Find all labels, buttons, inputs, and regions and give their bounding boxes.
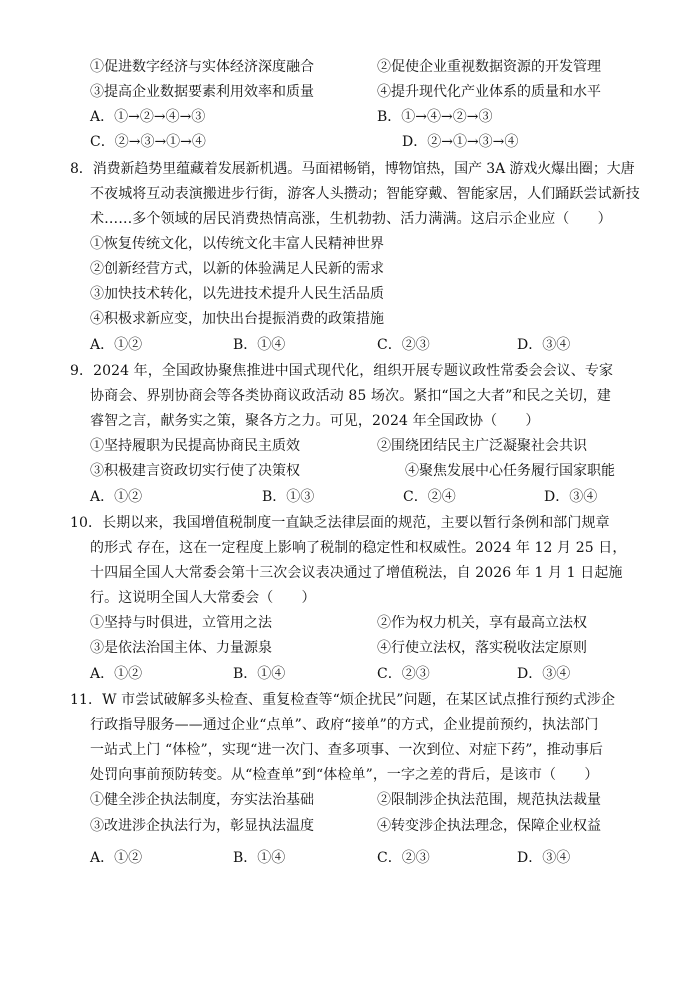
q10-statement-1: ①坚持与时俱进，立管用之法 bbox=[90, 615, 272, 631]
q7-choice-c[interactable]: C．②→③→①→④ bbox=[90, 134, 206, 150]
q11-stem-line-3: 一站式上门 “体检”，实现“进一次门、查多项事、一次到位、对症下药”，推动事后 bbox=[90, 742, 603, 758]
q9-statement-4: ④聚焦发展中心任务履行国家职能 bbox=[405, 463, 615, 479]
q8-statement-4: ④积极求新应变，加快出台提振消费的政策措施 bbox=[90, 311, 384, 327]
q8-statement-1: ①恢复传统文化，以传统文化丰富人民精神世界 bbox=[90, 236, 384, 252]
q8-stem-line-1: 8．消费新趋势里蕴藏着发展新机遇。马面裙畅销，博物馆热，国产 3A 游戏火爆出圈；大唐 bbox=[70, 161, 635, 177]
q10-choice-b[interactable]: B．①④ bbox=[233, 666, 286, 682]
q9-choice-c[interactable]: C．②④ bbox=[403, 489, 456, 505]
q9-choice-d[interactable]: D．③④ bbox=[544, 489, 598, 505]
q7-choice-a[interactable]: A．①→②→④→③ bbox=[90, 109, 206, 125]
q10-choice-d[interactable]: D．③④ bbox=[517, 666, 571, 682]
q9-stem-line-1: 9．2024 年，全国政协聚焦推进中国式现代化，组织开展专题议政性常委会会议、专家 bbox=[70, 363, 614, 379]
q10-stem-line-2: 的形式 存在，这在一定程度上影响了税制的稳定性和权威性。2024 年 12 月 25 日， bbox=[90, 540, 627, 556]
q9-stem-line-3: 睿智之言，献务实之策，聚各方之力。可见，2024 年全国政协（ ） bbox=[90, 413, 540, 429]
q9-statement-2: ②围绕团结民主广泛凝聚社会共识 bbox=[377, 438, 587, 454]
q11-statement-3: ③改进涉企执法行为，彰显执法温度 bbox=[90, 818, 314, 834]
q8-stem-line-3: 术……多个领域的居民消费热情高涨，生机勃勃、活力满满。这启示企业应（ ） bbox=[90, 211, 612, 227]
q10-statement-3: ③是依法治国主体、力量源泉 bbox=[90, 640, 272, 656]
q8-choice-d[interactable]: D．③④ bbox=[517, 337, 571, 353]
q9-stem-line-2: 协商会、界别协商会等各类协商议政活动 85 场次。紧扣“国之大者”和民之关切，建 bbox=[90, 388, 612, 404]
q7-choice-d[interactable]: D．②→①→③→④ bbox=[402, 134, 519, 150]
q11-stem-line-1: 11．W 市尝试破解多头检查、重复检查等“烦企扰民”问题，在某区试点推行预约式涉企 bbox=[70, 692, 616, 708]
q8-choice-a[interactable]: A．①② bbox=[90, 337, 143, 353]
q8-statement-3: ③加快技术转化，以先进技术提升人民生活品质 bbox=[90, 286, 384, 302]
q11-stem-line-2: 行政指导服务——通过企业“点单”、政府“接单”的方式，企业提前预约，执法部门 bbox=[90, 717, 599, 733]
q8-stem-line-2: 不夜城将互动表演搬进步行街，游客人头攒动；智能穿戴、智能家居，人们踊跃尝试新技 bbox=[90, 186, 640, 202]
q7-statement-2: ②促使企业重视数据资源的开发管理 bbox=[377, 59, 601, 75]
q11-choice-c[interactable]: C．②③ bbox=[377, 850, 430, 866]
q10-stem-line-1: 10．长期以来，我国增值税制度一直缺乏法律层面的规范，主要以暂行条例和部门规章 bbox=[70, 515, 610, 531]
q11-choice-d[interactable]: D．③④ bbox=[517, 850, 571, 866]
q10-statement-2: ②作为权力机关，享有最高立法权 bbox=[377, 615, 587, 631]
q10-statement-4: ④行使立法权，落实税收法定原则 bbox=[377, 640, 587, 656]
q11-choice-a[interactable]: A．①② bbox=[90, 850, 143, 866]
q10-stem-line-3: 十四届全国人大常委会第十三次会议表决通过了增值税法，自 2026 年 1 月 1 日起施 bbox=[90, 565, 623, 581]
q8-statement-2: ②创新经营方式，以新的体验满足人民新的需求 bbox=[90, 261, 384, 277]
q10-choice-c[interactable]: C．②③ bbox=[377, 666, 430, 682]
q11-statement-2: ②限制涉企执法范围，规范执法裁量 bbox=[377, 792, 601, 808]
q9-statement-3: ③积极建言资政切实行使了决策权 bbox=[90, 463, 300, 479]
q7-statement-1: ①促进数字经济与实体经济深度融合 bbox=[90, 59, 314, 75]
q8-choice-c[interactable]: C．②③ bbox=[377, 337, 430, 353]
q7-statement-4: ④提升现代化产业体系的质量和水平 bbox=[377, 84, 601, 100]
q8-choice-b[interactable]: B．①④ bbox=[233, 337, 286, 353]
q7-statement-3: ③提高企业数据要素利用效率和质量 bbox=[90, 84, 314, 100]
q10-stem-line-4: 行。这说明全国人大常委会（ ） bbox=[90, 590, 316, 606]
q11-choice-b[interactable]: B．①④ bbox=[233, 850, 286, 866]
q10-choice-a[interactable]: A．①② bbox=[90, 666, 143, 682]
q9-statement-1: ①坚持履职为民提高协商民主质效 bbox=[90, 438, 300, 454]
q9-choice-a[interactable]: A．①② bbox=[90, 489, 143, 505]
q11-statement-1: ①健全涉企执法制度，夯实法治基础 bbox=[90, 792, 314, 808]
q11-statement-4: ④转变涉企执法理念，保障企业权益 bbox=[377, 818, 601, 834]
q9-choice-b[interactable]: B．①③ bbox=[262, 489, 315, 505]
q11-stem-line-4: 处罚向事前预防转变。从“检查单”到“体检单”，一字之差的背后，是该市（ ） bbox=[90, 767, 599, 783]
q7-choice-b[interactable]: B．①→④→②→③ bbox=[377, 109, 493, 125]
